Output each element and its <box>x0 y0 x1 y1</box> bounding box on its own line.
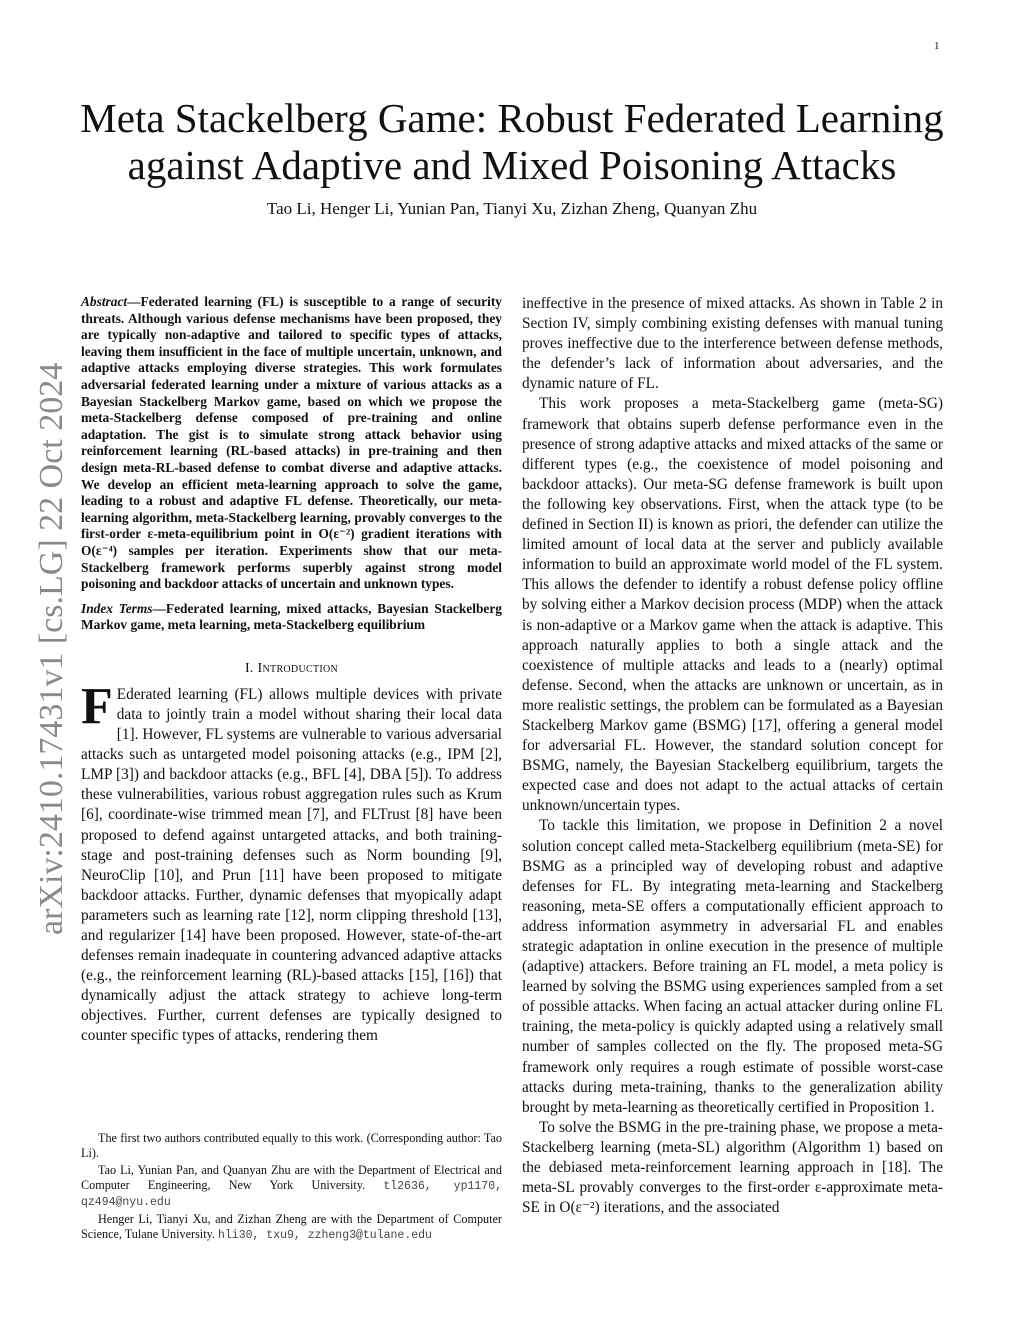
intro-paragraph-1 <box>81 677 502 1047</box>
abstract <box>81 294 502 593</box>
page-number: 1 <box>934 40 940 52</box>
footnote-tulane-emails[interactable]: hli30, txu9, zzheng3@tulane.edu <box>217 1229 432 1242</box>
intro-right-paragraph-3: To tackle this limitation, we propose in Definition 2 a novel solution concept called meta-Stackelberg equilibrium (meta-SE) for BSMG as a principled way of developing robust and adaptive defenses for FL. By integrating meta-learning and Stackelberg reasoning, meta-SE offers a computationally efficient approach to address information asymmetry in adversarial FL and enables strategic adaptation in online execution in the presence of multiple (adaptive) attackers. Before training an FL model, a meta policy is learned by solving the BSMG using experiences sampled from a set of possible attacks. When facing an actual attacker during online FL training, the meta-policy is quickly adapted using a relatively small number of samples collected on the fly. The proposed meta-SG framework only requires a rough estimate of possible worst-case attacks during meta-training, thanks to the generalization ability brought by meta-learning as theoretically certified in Proposition 1. <box>522 817 943 1116</box>
intro-right-paragraph-1: ineffective in the presence of mixed attacks. As shown in Table 2 in Section IV, simply combining existing defenses with manual tuning proves ineffective due to the interference between defense methods, the defender’s lack of information about adversaries, and the dynamic nature of FL. <box>522 295 943 393</box>
paper-authors: Tao Li, Henger Li, Yunian Pan, Tianyi Xu, Zizhan Zheng, Quanyan Zhu <box>266 199 758 218</box>
index-terms-text: —Federated learning, mixed attacks, Bayesian Stackelberg Markov game, meta learning, meta-Stackelberg equilibrium <box>81 600 502 633</box>
section-number: I. <box>244 660 254 676</box>
footnotes <box>81 1131 502 1245</box>
footnote-nyu-emails[interactable]: tl2636, yp1170, qz494@nyu.edu <box>81 1180 502 1209</box>
footnote-nyu <box>81 1163 502 1210</box>
footnote-contribution: The first two authors contributed equally to this work. (Corresponding author: Tao Li). <box>81 1131 502 1160</box>
abstract-label: Abstract <box>81 294 128 309</box>
left-column <box>81 294 502 1047</box>
paper-title: Meta Stackelberg Game: Robust Federated Learning against Adaptive and Mixed Poisoning Attacks <box>80 95 944 188</box>
right-column <box>522 294 943 1218</box>
drop-cap: F <box>81 677 113 735</box>
intro-right-paragraph-2: This work proposes a meta-Stackelberg game (meta-SG) framework that obtains superb defense performance even in the presence of strong adaptive attacks and mixed attacks of the same or different types (e.g., the coexistence of model poisoning and backdoor attacks). Our meta-SG defense framework is built upon the following key observations. First, when the attack type (to be defined in Section II) is known as priori, the defender can utilize the limited amount of local data at the server and publicly available information to build an approximate world model of the FL system. This allows the defender to identify a robust defense policy offline by solving either a Markov decision process (MDP) when the attack is non-adaptive or a Markov game when the attack is adaptive. This approach naturally applies to both a single attack and the coexistence of multiple attacks and leads to a (nearly) optimal defense. Second, when the attacks are unknown or uncertain, as in more realistic settings, the problem can be formulated as a Bayesian Stackelberg Markov game (BSMG) [17], offering a general model for adversarial FL. However, the standard solution concept for BSMG, namely, the Bayesian Stackelberg equilibrium, targets the expected case and does not adapt to the actual attacks of certain unknown/uncertain types. <box>522 395 943 815</box>
intro-right-paragraph-4: To solve the BSMG in the pre-training phase, we propose a meta-Stackelberg learning (meta-SL) algorithm (Algorithm 1) based on the debiased meta-reinforcement learning approach in [18]. The meta-SL provably converges to the first-order ε-approximate meta-SE in O(ε⁻²) iterations, and the associated <box>522 1118 943 1217</box>
section-heading <box>81 661 502 677</box>
section-title: Introduction <box>257 660 339 676</box>
footnote-nyu-text: Tao Li, Yunian Pan, and Quanyan Zhu are with the Department of Electrical and Computer Engineering, New York University. <box>81 1163 502 1192</box>
index-terms <box>81 601 502 634</box>
footnote-tulane <box>81 1212 502 1243</box>
footnote-tulane-text: Henger Li, Tianyi Xu, and Zizhan Zheng are with the Department of Computer Science, Tulane University. <box>81 1212 502 1241</box>
arxiv-sidebar-id: arXiv:2410.17431v1 [cs.LG] 22 Oct 2024 <box>33 362 70 935</box>
index-terms-label: Index Terms <box>81 600 153 616</box>
abstract-text: —Federated learning (FL) is susceptible to a range of security threats. Although various defense mechanisms have been proposed, they are typically non-adaptive and tailored to specific types of attacks, leaving them insufficient in the face of multiple uncertain, unknown, and adaptive attacks employing diverse strategies. This work formulates adversarial federated learning under a mixture of various attacks as a Bayesian Stackelberg Markov game, based on which we propose the meta-Stackelberg defense composed of pre-training and online adaptation. The gist is to simulate strong attack behavior using reinforcement learning (RL-based attacks) in pre-training and then design meta-RL-based defense to combat diverse and adaptive attacks. We develop an efficient meta-learning approach to solve the game, leading to a robust and adaptive FL defense. Theoretically, our meta-learning algorithm, meta-Stackelberg learning, provably converges to the first-order ε-meta-equilibrium point in O(ε⁻²) gradient iterations with O(ε⁻⁴) samples per iteration. Experiments show that our meta-Stackelberg framework performs superbly against strong model poisoning and backdoor attacks of uncertain and unknown types. <box>81 294 502 592</box>
intro-p1-text: Ederated learning (FL) allows multiple devices with private data to jointly train a model without sharing their local data [1]. However, FL systems are vulnerable to various adversarial attacks such as untargeted model poisoning attacks (e.g., IPM [2], LMP [3]) and backdoor attacks (e.g., BFL [4], DBA [5]). To address these vulnerabilities, various robust aggregation rules such as Krum [6], coordinate-wise trimmed mean [7], and FLTrust [8] have been proposed to defend against untargeted attacks, and both training-stage and post-training defenses such as Norm bounding [9], NeuroClip [10], and Prun [11] have been proposed to mitigate backdoor attacks. Further, dynamic defenses that myopically adapt parameters such as learning rate [12], norm clipping threshold [13], and regularizer [14] have been proposed. However, state-of-the-art defenses remain inadequate in countering advanced adaptive attacks (e.g., the reinforcement learning (RL)-based attacks [15], [16]) that dynamically adjust the attack strategy to achieve long-term objectives. Further, current defenses are typically designed to counter specific types of attacks, rendering them <box>81 685 502 1045</box>
